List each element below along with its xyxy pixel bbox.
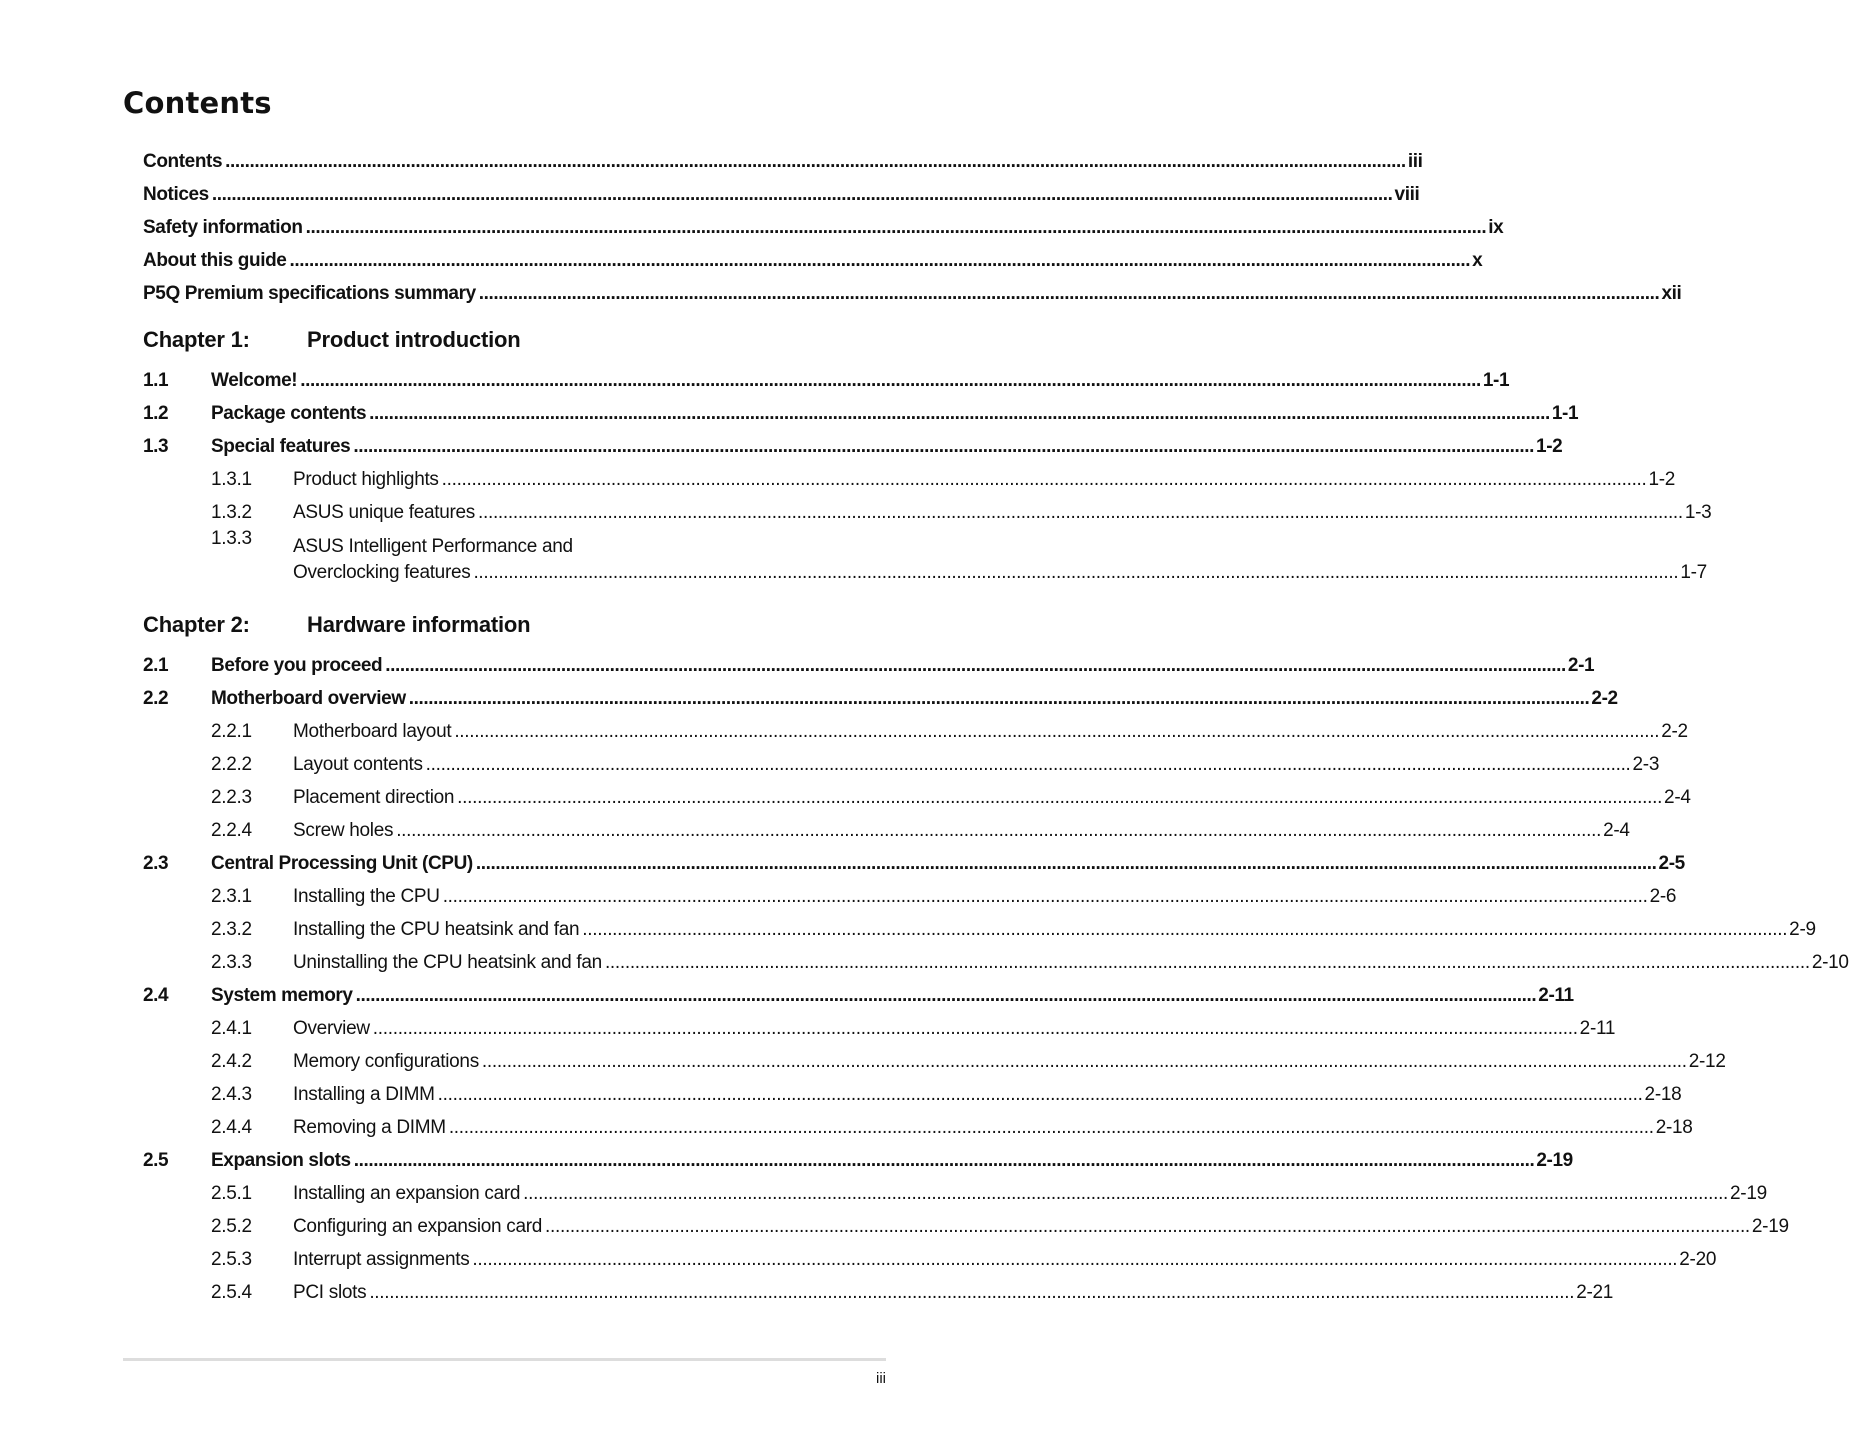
section-number: 2.3.3: [211, 952, 252, 973]
toc-label: Welcome!: [211, 370, 298, 391]
dot-leader: [472, 1249, 1677, 1271]
toc-entry-2-4-3[interactable]: [143, 1073, 1682, 1106]
toc-entry-2-5-4[interactable]: [143, 1271, 1614, 1304]
toc-label: Screw holes: [293, 820, 394, 841]
toc-label: Special features: [211, 436, 351, 457]
toc-page: 2-4: [1664, 787, 1691, 808]
section-number: 2.2.3: [211, 787, 252, 808]
section-number: 1.3: [143, 436, 169, 457]
toc-page: 1-3: [1684, 502, 1712, 523]
toc-entry-2-2-1[interactable]: [143, 710, 1688, 743]
toc-entry-notices[interactable]: [143, 173, 1420, 206]
toc-entry-2-5-3[interactable]: [143, 1238, 1717, 1271]
toc-page: 2-2: [1591, 688, 1618, 709]
toc-entry-about-this-guide[interactable]: [143, 239, 1483, 272]
toc-label: Package contents: [211, 403, 367, 424]
toc-page: 1-1: [1482, 370, 1510, 391]
dot-leader: [457, 787, 1662, 809]
toc-entry-2-2-2[interactable]: [143, 743, 1660, 776]
toc-label-wrap: [293, 536, 1707, 584]
section-number: 2.2.2: [211, 754, 252, 775]
toc-label: Expansion slots: [211, 1150, 351, 1171]
toc-page: 2-20: [1679, 1249, 1717, 1270]
toc-page: 1-1: [1551, 403, 1579, 424]
toc-label: Product highlights: [293, 469, 439, 490]
section-number: 2.4.3: [211, 1084, 252, 1105]
toc-entry-2-4[interactable]: [143, 974, 1574, 1007]
toc-page: 2-11: [1579, 1018, 1616, 1039]
dot-leader: [354, 1150, 1535, 1172]
toc-label: Installing the CPU: [293, 886, 440, 907]
dot-leader: [369, 1282, 1574, 1304]
toc-label: Safety information: [143, 217, 303, 238]
dot-leader: [289, 250, 1470, 272]
toc-label-line-2: Overclocking features: [293, 562, 471, 583]
dot-leader: [582, 919, 1787, 941]
dot-leader: [300, 370, 1481, 392]
toc-entry-2-5-1[interactable]: [143, 1172, 1767, 1205]
dot-leader: [442, 469, 1647, 491]
dot-leader: [478, 502, 1683, 524]
toc-page: 2-19: [1536, 1150, 1573, 1171]
dot-leader: [473, 562, 1678, 584]
toc-label-line-2-row: [293, 562, 1707, 584]
toc-page: 2-5: [1658, 853, 1685, 874]
section-number: 1.3.1: [211, 469, 252, 490]
toc-label: Installing a DIMM: [293, 1084, 435, 1105]
toc-label: Placement direction: [293, 787, 455, 808]
toc-entry-2-3-3[interactable]: [143, 941, 1849, 974]
toc-entry-1-3-2[interactable]: [143, 491, 1712, 524]
chapter-2-heading: [143, 584, 803, 638]
toc-entry-2-3[interactable]: [143, 842, 1685, 875]
section-number: 2.2.1: [211, 721, 252, 742]
dot-leader: [426, 754, 1631, 776]
toc-label: Installing an expansion card: [293, 1183, 521, 1204]
chapter-1-heading: [143, 305, 803, 353]
dot-leader: [373, 1018, 1578, 1040]
dot-leader: [482, 1051, 1687, 1073]
section-number: 1.3.3: [211, 528, 252, 549]
dot-leader: [385, 655, 1566, 677]
toc-label: Installing the CPU heatsink and fan: [293, 919, 580, 940]
toc-page: viii: [1394, 184, 1420, 205]
section-number: 1.1: [143, 370, 169, 391]
toc-page: ix: [1488, 217, 1504, 238]
section-number: 1.2: [143, 403, 169, 424]
toc-page: iii: [1407, 151, 1423, 172]
toc-page: 1-7: [1680, 562, 1707, 583]
toc-page: 1-2: [1648, 469, 1676, 490]
section-number: 2.3: [143, 853, 169, 874]
toc-page: 2-2: [1661, 721, 1688, 742]
toc-entry-1-3-1[interactable]: [143, 458, 1676, 491]
toc-label: Configuring an expansion card: [293, 1216, 543, 1237]
toc-label: Motherboard layout: [293, 721, 452, 742]
toc-label: Overview: [293, 1018, 370, 1039]
toc-label: Memory configurations: [293, 1051, 479, 1072]
chapter-number: Chapter 2:: [143, 612, 250, 637]
toc-page: 2-11: [1538, 985, 1574, 1006]
dot-leader: [476, 853, 1657, 875]
toc-label: Layout contents: [293, 754, 423, 775]
dot-leader: [545, 1216, 1750, 1238]
dot-leader: [605, 952, 1810, 974]
toc-entry-2-1[interactable]: [143, 644, 1595, 677]
toc-page: 2-21: [1576, 1282, 1614, 1303]
toc-label: Notices: [143, 184, 209, 205]
toc-label: Central Processing Unit (CPU): [211, 853, 473, 874]
dot-leader: [409, 688, 1590, 710]
toc-page: 2-18: [1655, 1117, 1693, 1138]
toc-entry-2-2[interactable]: [143, 677, 1618, 710]
dot-leader: [353, 436, 1534, 458]
toc-entry-1-3-3[interactable]: [143, 524, 1707, 584]
toc-page: 2-10: [1811, 952, 1849, 973]
toc-page: 2-12: [1688, 1051, 1726, 1072]
toc-label: Removing a DIMM: [293, 1117, 446, 1138]
chapter-number: Chapter 1:: [143, 327, 250, 352]
section-number: 2.5.1: [211, 1183, 252, 1204]
dot-leader: [306, 217, 1487, 239]
table-of-contents: [143, 140, 1849, 1304]
dot-leader: [454, 721, 1659, 743]
chapter-title: Product introduction: [307, 327, 521, 352]
toc-entry-2-5[interactable]: [143, 1139, 1573, 1172]
dot-leader: [479, 283, 1660, 305]
dot-leader: [212, 184, 1393, 206]
toc-label: System memory: [211, 985, 353, 1006]
toc-label: PCI slots: [293, 1282, 367, 1303]
toc-page: 2-4: [1603, 820, 1630, 841]
toc-page: xii: [1661, 283, 1682, 304]
toc-label: Contents: [143, 151, 223, 172]
toc-entry-specifications-summary[interactable]: [143, 272, 1682, 305]
toc-label: ASUS unique features: [293, 502, 476, 523]
dot-leader: [523, 1183, 1728, 1205]
toc-label-line-1: ASUS Intelligent Performance and: [293, 536, 573, 557]
chapter-title: Hardware information: [307, 612, 531, 637]
toc-entry-2-4-2[interactable]: [143, 1040, 1726, 1073]
toc-entry-safety-information[interactable]: [143, 206, 1504, 239]
footer-page-number: iii: [876, 1370, 886, 1387]
footer-divider: [123, 1358, 886, 1361]
section-number: 2.3.2: [211, 919, 252, 940]
section-number: 2.5.3: [211, 1249, 252, 1270]
page-title: Contents: [123, 86, 272, 120]
toc-page: 1-2: [1536, 436, 1563, 457]
toc-entry-2-5-2[interactable]: [143, 1205, 1789, 1238]
dot-leader: [443, 886, 1648, 908]
toc-label: Uninstalling the CPU heatsink and fan: [293, 952, 602, 973]
toc-entry-contents[interactable]: [143, 140, 1423, 173]
dot-leader: [449, 1117, 1654, 1139]
toc-entry-2-2-3[interactable]: [143, 776, 1691, 809]
dot-leader: [356, 985, 1537, 1007]
dot-leader: [225, 151, 1406, 173]
section-number: 2.4: [143, 985, 169, 1006]
section-number: 1.3.2: [211, 502, 252, 523]
section-number: 2.4.2: [211, 1051, 252, 1072]
toc-entry-1-3[interactable]: [143, 425, 1563, 458]
section-number: 2.2: [143, 688, 169, 709]
toc-entry-2-3-1[interactable]: [143, 875, 1677, 908]
toc-label: About this guide: [143, 250, 287, 271]
toc-page: x: [1472, 250, 1483, 271]
toc-page: 2-1: [1567, 655, 1595, 676]
section-number: 2.5.2: [211, 1216, 252, 1237]
section-number: 2.5.4: [211, 1282, 252, 1303]
toc-entry-2-4-4[interactable]: [143, 1106, 1693, 1139]
dot-leader: [369, 403, 1550, 425]
toc-page: 2-3: [1632, 754, 1660, 775]
section-number: 2.3.1: [211, 886, 252, 907]
toc-label: Before you proceed: [211, 655, 383, 676]
toc-page: 2-18: [1644, 1084, 1682, 1105]
dot-leader: [396, 820, 1601, 842]
toc-entry-1-2[interactable]: [143, 392, 1579, 425]
toc-label: Interrupt assignments: [293, 1249, 470, 1270]
toc-entry-2-3-2[interactable]: [143, 908, 1816, 941]
toc-entry-2-4-1[interactable]: [143, 1007, 1616, 1040]
dot-leader: [438, 1084, 1643, 1106]
toc-page: 2-6: [1649, 886, 1677, 907]
toc-entry-1-1[interactable]: [143, 359, 1510, 392]
section-number: 2.1: [143, 655, 169, 676]
toc-label: P5Q Premium specifications summary: [143, 283, 476, 304]
section-number: 2.5: [143, 1150, 169, 1171]
toc-entry-2-2-4[interactable]: [143, 809, 1630, 842]
section-number: 2.4.4: [211, 1117, 252, 1138]
toc-label: Motherboard overview: [211, 688, 406, 709]
section-number: 2.4.1: [211, 1018, 252, 1039]
toc-page: 2-19: [1751, 1216, 1789, 1237]
section-number: 2.2.4: [211, 820, 252, 841]
toc-page: 2-19: [1730, 1183, 1767, 1204]
toc-page: 2-9: [1789, 919, 1816, 940]
